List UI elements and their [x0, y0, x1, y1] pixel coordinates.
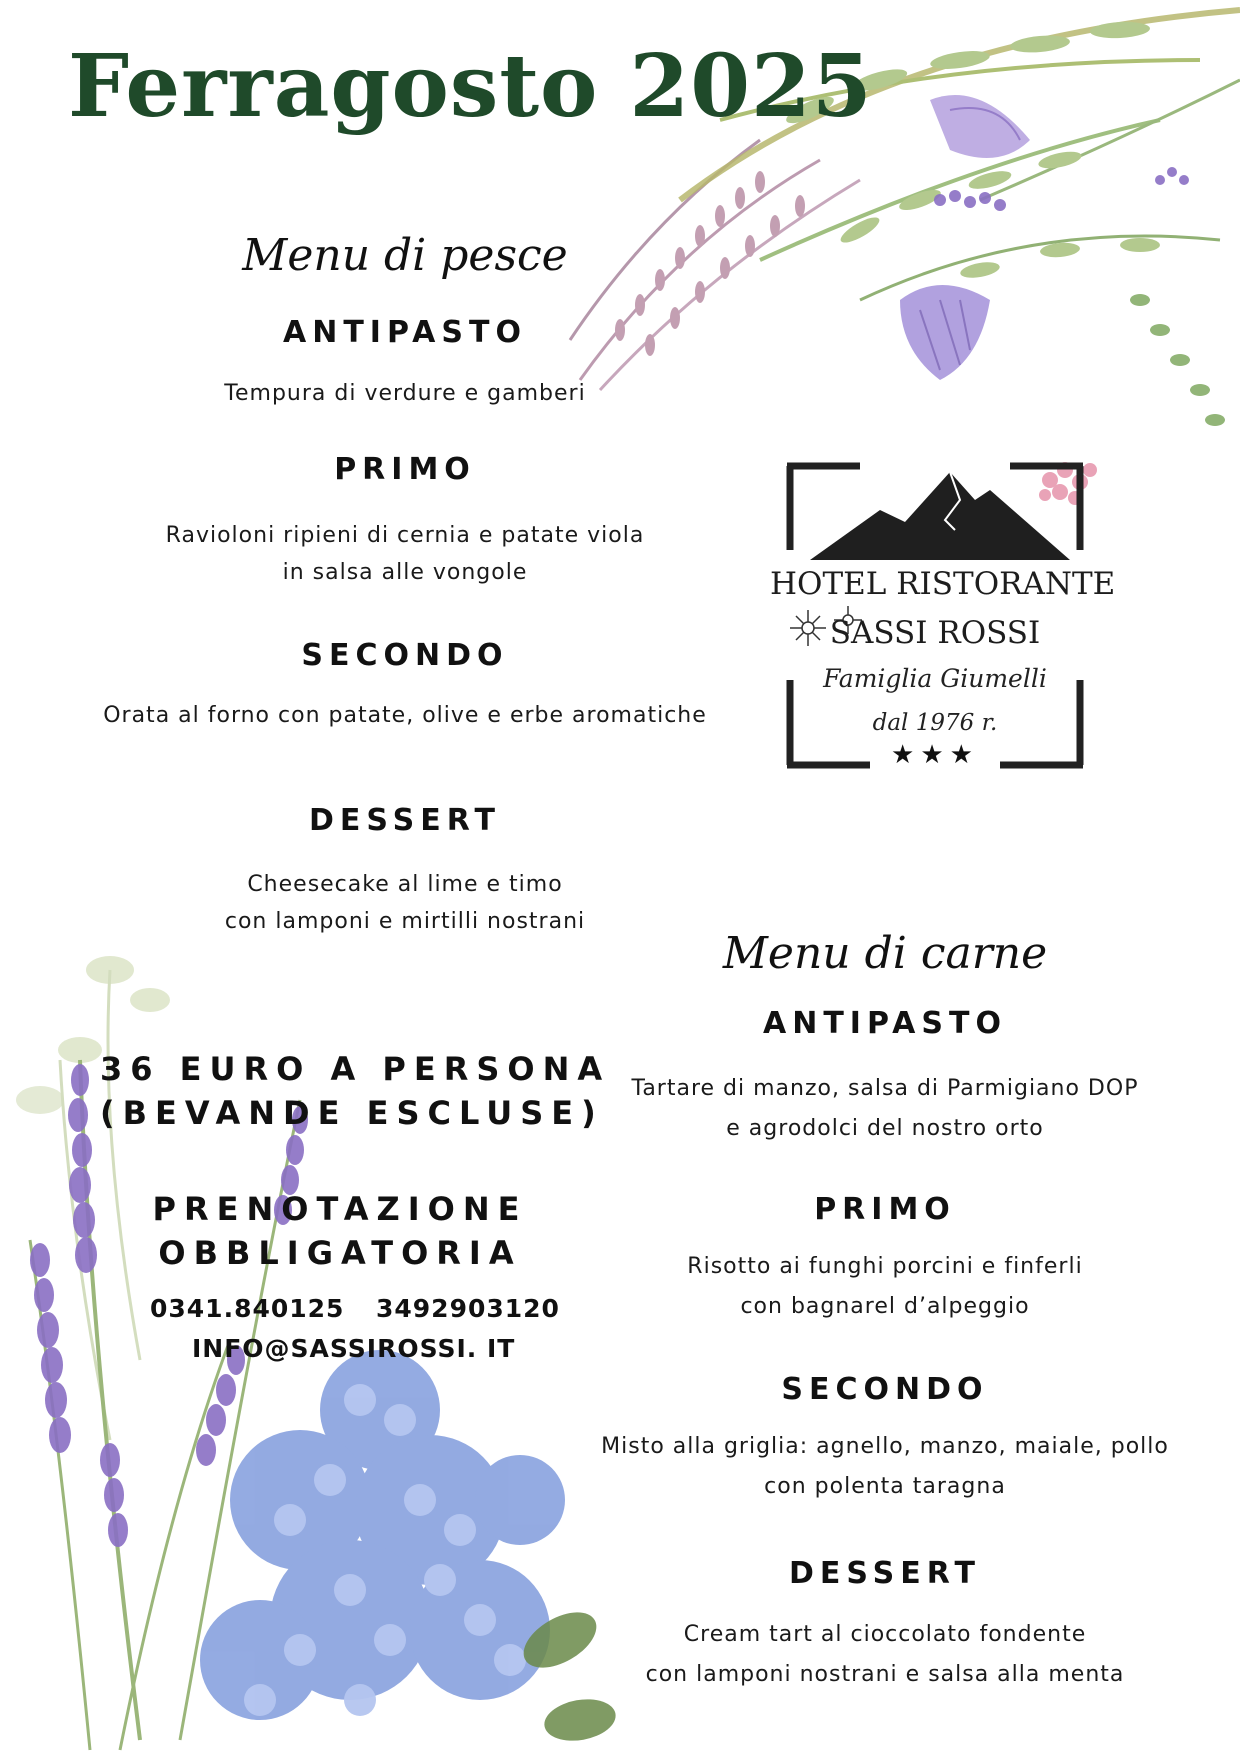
price-line-1: 36 EURO A PERSONA — [100, 1050, 611, 1088]
info-block — [100, 1050, 611, 1370]
page-title: Ferragosto 2025 — [68, 36, 873, 137]
fish-primo-line-2: in salsa alle vongole — [282, 560, 528, 585]
fish-antipasto-title: ANTIPASTO — [283, 315, 527, 350]
phone-landline[interactable]: 0341.840125 — [150, 1294, 345, 1323]
fish-antipasto-line-1: Tempura di verdure e gamberi — [224, 381, 586, 406]
booking-line-1: PRENOTAZIONE — [152, 1190, 528, 1228]
fish-dessert-title: DESSERT — [309, 803, 501, 838]
fish-secondo-line-1: Orata al forno con patate, olive e erbe aromatiche — [103, 703, 707, 728]
meat-menu — [570, 920, 1200, 1700]
meat-dessert-line-2: con lamponi nostrani e salsa alla menta — [645, 1662, 1125, 1687]
meat-menu-heading: Menu di carne — [722, 928, 1048, 979]
meat-antipasto-title: ANTIPASTO — [763, 1006, 1007, 1041]
meat-secondo-line-1: Misto alla griglia: agnello, manzo, maiale, pollo — [601, 1434, 1169, 1459]
email-contact[interactable]: INFO@SASSIROSSI. IT — [192, 1334, 516, 1363]
meat-antipasto-line-1: Tartare di manzo, salsa di Parmigiano DOP — [631, 1076, 1139, 1101]
fish-primo-line-1: Ravioloni ripieni di cernia e patate viola — [165, 523, 645, 548]
fish-menu-heading: Menu di pesce — [242, 230, 568, 281]
meat-primo-line-1: Risotto ai funghi porcini e finferli — [687, 1254, 1083, 1279]
mountain-icon — [810, 472, 1070, 560]
logo-hotel-name-line-2: SASSI ROSSI — [829, 615, 1041, 651]
fish-dessert-line-1: Cheesecake al lime e timo — [247, 872, 563, 897]
hotel-logo — [770, 460, 1116, 778]
fish-secondo-title: SECONDO — [301, 638, 509, 673]
meat-antipasto-line-2: e agrodolci del nostro orto — [726, 1116, 1044, 1141]
fish-menu — [60, 220, 750, 940]
meat-secondo-line-2: con polenta taragna — [764, 1474, 1006, 1499]
phone-mobile[interactable]: 3492903120 — [376, 1294, 560, 1323]
logo-stars: ★★★ — [891, 740, 979, 770]
meat-secondo-title: SECONDO — [781, 1372, 989, 1407]
meat-primo-line-2: con bagnarel d’alpeggio — [740, 1294, 1030, 1319]
logo-family-name: Famiglia Giumelli — [823, 664, 1047, 693]
fish-primo-title: PRIMO — [334, 452, 476, 487]
fish-dessert-line-2: con lamponi e mirtilli nostrani — [224, 909, 586, 934]
meat-dessert-title: DESSERT — [789, 1556, 981, 1591]
meat-primo-title: PRIMO — [814, 1192, 956, 1227]
logo-since: dal 1976 r. — [872, 710, 998, 736]
logo-hotel-name-line-1: HOTEL RISTORANTE — [770, 566, 1116, 602]
meat-dessert-line-1: Cream tart al cioccolato fondente — [683, 1622, 1087, 1647]
booking-line-2: OBBLIGATORIA — [158, 1234, 522, 1272]
price-line-2: (BEVANDE ESCLUSE) — [100, 1094, 604, 1132]
